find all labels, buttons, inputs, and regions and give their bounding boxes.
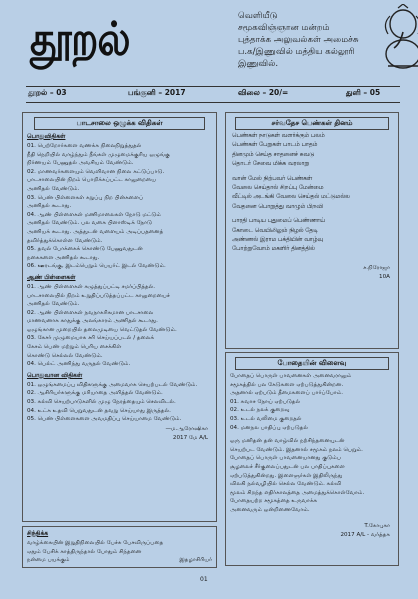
article-line: அதனால் ஏற்படும் தீமைகளைப் பார்ப்போம். xyxy=(230,390,344,397)
article-line: 04. மனநல பாதிப்பு ஏற்படுதல் xyxy=(230,424,308,431)
issue-bar xyxy=(28,88,398,100)
rule-line: அணிதல் வேண்டும். xyxy=(27,185,80,192)
article-line: அனைவரும் ஒன்றிணைவோம். xyxy=(230,506,310,513)
rule-line: 01. ஒழுங்கமைப்பு விதிகளுக்கு அமைவாக செயற்படல் வேண்டும். xyxy=(27,381,198,388)
rule-line: பாடசாலையின் நிறம் பொறிக்கப்பட்ட காலுறையை xyxy=(27,177,157,184)
article-line: 03. உடல் வலிமை குறைதல் xyxy=(230,415,302,422)
poem-line: கோடை வெயிலிலும் நிழல் தேடி xyxy=(232,227,318,234)
poem-line: பெண்கள் நாடுகள் வளர்க்கும் பலம் xyxy=(232,133,325,139)
box-title: சர்வதேச பெண்கள் தினம் xyxy=(235,117,388,130)
poem-line: வான் மேல் நிற்பவர் பெண்கள் xyxy=(232,175,313,182)
thought-line: ஏதும் பேசிக் காத்திருந்தால் போதும் சிந்தனை xyxy=(27,548,142,555)
rule-line: பாடசாலையில் நிறம் உறுதிப்படுத்தப்பட்ட காலுறையைச் xyxy=(27,292,170,299)
publisher-line: வெளியீடு xyxy=(238,11,278,21)
poem-line: வேலை செய்தால் சிறப்பு மேன்மை xyxy=(232,185,324,192)
article-line: போதைப் பொருள் பாவனையானது குடும்ப xyxy=(230,455,341,462)
rule-line: 03. கல்வி செயற்பாடுகளில் முழு நேரத்தையும் செலவிடல். xyxy=(27,399,176,406)
author-signature: ச.நிரோஜா xyxy=(363,264,390,271)
article-line: ஏற்படுத்துகின்றது. இளைஞர்கள் இதிலிருந்து xyxy=(230,472,343,479)
section-heading: பொதுவிதிகள் xyxy=(27,133,66,140)
article-line: செயற்பட வேண்டும். இதனால் சமூகம் நலம் பெறும். xyxy=(230,446,363,453)
rule-line: மாணவனாக காதுக்கு அலங்காரம் அணிதல் கூடாது. xyxy=(27,318,158,325)
rule-line: அணிதல் கூடாது. xyxy=(27,203,72,210)
issue-price: விலை – 20/= xyxy=(238,88,289,97)
article-line: சமூகத்தில் பல கேடுகளை ஏற்படுத்துகின்றன. xyxy=(230,381,344,388)
rule-line: 04. உட்சு உதவி பெறுவதுடன் தவறு செய்யாது இருத்தல். xyxy=(27,407,171,414)
rule-line: 05. பெண் பிள்ளைகளை அவமதிப்பு செய்யாமை வேண்டும். xyxy=(27,416,182,423)
box-title: போதையின் விளைவு xyxy=(235,357,388,370)
author-signature: T.கோபுகா xyxy=(364,522,390,529)
rule-line: ஒழுங்கான முறையில் தலைமுடியை வெட்டுதல் வேண்டும். xyxy=(27,326,177,333)
publisher-line: புத்தாக்க அலுவல்கள் அமைச்சு xyxy=(238,35,359,45)
ganesha-icon xyxy=(380,4,418,74)
rule-line: அணியக் கூடாது. அத்துடன் வளையம் அடிப்பதனைத் xyxy=(27,228,164,235)
publisher-line: சமூகவிஞ்ஞான மன்றம் xyxy=(238,23,330,33)
masthead xyxy=(28,4,400,84)
poem-line: தொடர் சேவை மிக்க வரலாறு xyxy=(232,161,310,168)
editor-signature: இதழாசிரியர் xyxy=(179,557,212,564)
article-line: மூலம் சிறந்த எதிர்காலத்தை அமைத்துக்கொள்வோம். xyxy=(230,489,365,496)
article-line: ஒரு மனிதன் தன் வாழ்வில் நற்சிந்தனையுடன் xyxy=(230,438,345,445)
thought-line: வாழ்க்கையின் இறுதிநிலையில் பேச்சு பேசவிருப்பதை xyxy=(27,540,164,546)
box-title: பாடசாலை ஒழுக்க விதிகள் xyxy=(34,117,206,130)
article-line: விலகி நல்வழியில் செல்ல வேண்டும். கல்வி xyxy=(230,481,342,488)
addiction-effects-box xyxy=(225,352,399,566)
article-line: 02. உடல் நலக் குறைவு xyxy=(230,407,290,414)
poem-line: பாரதி பாடிய புதுமைப் பெண்ணாய் xyxy=(232,218,325,225)
rule-line: 02. மாணவர்களையும் வெளிவான நிலை கட்டுப்பாடு. xyxy=(27,168,165,175)
rule-line: தவிர்த்துக்கொள்ள வேண்டும். xyxy=(27,237,103,244)
womens-day-box xyxy=(225,112,399,349)
thought-line: நன்மை பயக்கும் xyxy=(27,557,70,564)
rule-line: கேசம் பெண் மற்றும் பெரிய சைக்கிள் xyxy=(27,344,122,351)
issue-number: தூறல் – 03 xyxy=(28,88,67,97)
rule-line: நகைகளை அணிதல் கூடாது. xyxy=(27,254,100,261)
poem-line: வீட்டில் அடங்கி வேலை செய்தல் மட்டுமல்ல xyxy=(232,194,350,201)
rule-line: 03. கேசர் முழுமையாக சரி செய்யப்படல் / தலைக் xyxy=(27,335,155,342)
thought-box xyxy=(22,526,217,568)
rule-line: 02. ஆண் பிள்ளைகள் நவநாகரிகமான பாடசாலை xyxy=(27,309,154,316)
publisher-line: ப.க/இணுவில் மத்திய கல்லூரி xyxy=(238,47,355,57)
rule-line: 01. ஆண் பிள்ளைகள் கழுத்துப்பட்டி சமர்ப்பித்தல். xyxy=(27,283,156,290)
rule-line: கொண்டு செல்லல் வேண்டும். xyxy=(27,352,103,359)
issue-month: பங்குனி – 2017 xyxy=(128,88,186,97)
rule-line: 01. பெற்றோர்களை வணக்க நிலைநிறுத்துதல் xyxy=(27,143,142,149)
rule-line: 02. ஆசிரியர்களுக்கு மரியாதை அளித்தல் வேண்டும். xyxy=(27,390,163,397)
poem-line: வேதனை பொறுத்து வாழும் பிறவி xyxy=(232,203,323,210)
author-class: 10A xyxy=(379,273,390,280)
rule-line: 03. பெண் பிள்ளைகள் கறுப்பு நிற பின்களைப் xyxy=(27,194,144,201)
issue-drop: துளி – 05 xyxy=(346,88,381,97)
thought-footer xyxy=(27,556,212,565)
page-number: 01 xyxy=(200,576,208,583)
section-heading: பொதுவான விதிகள் xyxy=(27,371,83,379)
article-line: 01. சுவாச நோய் ஏற்படுதல் xyxy=(230,398,301,405)
section-heading: சிந்திக்க xyxy=(27,530,49,537)
article-line: போதைப் பொருள் பாவனைகள் அனைவராலும் xyxy=(230,373,352,379)
article-line: போதையற்ற சமூகத்தை உருவாக்க xyxy=(230,498,318,505)
section-heading: ஆண் பிள்ளைகள் xyxy=(27,273,76,281)
author-signature: —ம.ஆரோஷிகா xyxy=(165,425,208,432)
rule-line: அணிதல் வேண்டும். xyxy=(27,301,80,308)
author-class: 2017 A/L - வர்த்தக xyxy=(340,531,390,538)
poem-line: பெண்கள் பேறுகள் பாடம் பாதம் xyxy=(232,142,318,149)
rule-line: நிர்ணயம் பேணுதல் அவசியம் வேண்டும். xyxy=(27,160,134,167)
author-class: 2017 மே A/L xyxy=(172,434,208,441)
poem-line: போற்றுவோம் மகளிர் தினத்தில் xyxy=(232,246,315,253)
rule-line: அணிதல் வேண்டும். பல வகை பிளாஸ்டிக் நோடு xyxy=(27,220,153,227)
issue-divider xyxy=(26,102,400,103)
newsletter-logo: தூறல் xyxy=(30,12,130,67)
rule-line: நீதி நெறியில் வாழ்ந்தும் நீங்கள் முழுமைக்குரிய ஒழுங்கு xyxy=(27,151,170,158)
article-line: சூழலைச் சீர்குலைப்பதுடன் பல பாதிப்புகளை xyxy=(230,463,345,470)
rule-line: 06. ஊரடங்கு, இடம்பெறும் பெயர்ட் இடல் வேண்டும். xyxy=(27,263,166,270)
poem-line: தினமும் செய்த சாதனைச் சுவடு xyxy=(232,151,315,158)
masthead-divider xyxy=(26,86,400,87)
rule-line: 05. தவல் போக்கைக் கொண்டு பேணுவதுடன் xyxy=(27,246,143,253)
publisher-line: இணுவில். xyxy=(238,59,279,69)
school-rules-box xyxy=(22,112,217,522)
publisher-info xyxy=(238,10,368,70)
rule-line: 04. பெல்ட் அணிந்து வருதல் வேண்டும். xyxy=(27,361,131,368)
rule-line: 04. ஆண் பிள்ளைகள் மணிமாலைகள் நோடு மட்டும் xyxy=(27,211,161,218)
poem-line: அண்ணல் இராம பக்தியின் வாழ்வு xyxy=(232,237,323,244)
